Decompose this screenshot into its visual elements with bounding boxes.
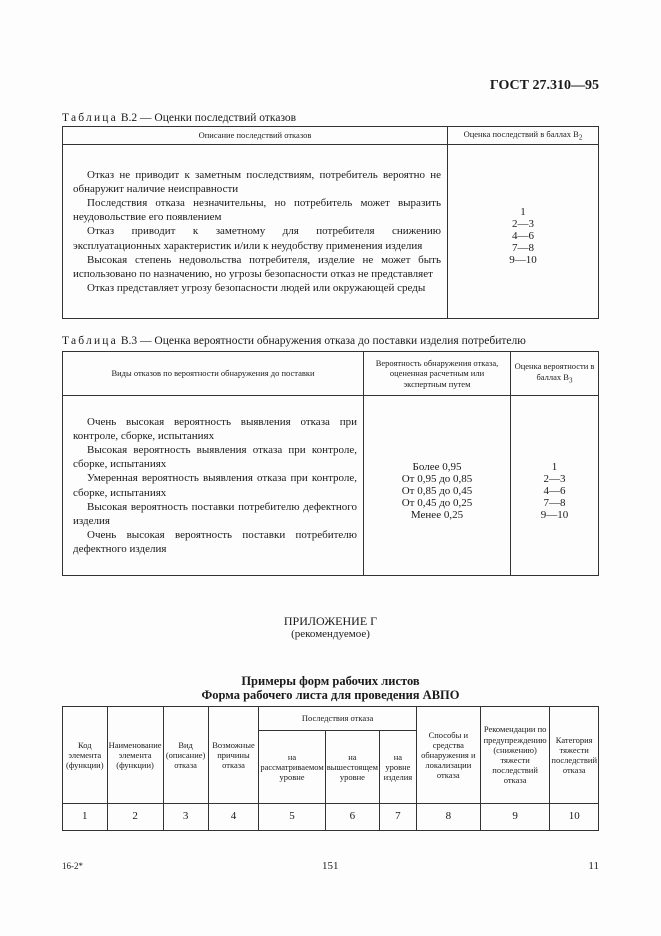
table-cell: 7 [380, 804, 417, 831]
worksheet-title-2: Форма рабочего листа для проведения АВПО [201, 688, 460, 702]
table-b2 [62, 126, 599, 319]
table-b3-caption-prefix: Таблица [62, 335, 118, 347]
ws-header-consequences: Последствия отказа [259, 707, 416, 731]
table-cell: 3 [163, 804, 208, 831]
table-cell: 7—8 [543, 496, 566, 509]
table-cell: 10 [550, 804, 599, 831]
table-b3-probabilities [364, 396, 511, 576]
ws-header-level-upper: на вышестоящем уровне [325, 731, 379, 804]
ws-header-name: Наименование элемента (функции) [107, 707, 163, 804]
table-b3-values [511, 396, 599, 576]
table-cell: 1 [63, 804, 108, 831]
table-row: Высокая степень недовольства потребителя, изделие не может быть использовано по назначению, но угрозы безопасности отказ не представляет [73, 253, 441, 280]
table-cell: Менее 0,25 [410, 508, 464, 521]
table-b2-header-score-sub: 2 [578, 133, 583, 142]
table-row: Отказ не приводит к заметным последствиям, потребитель вероятно не обнаружит наличие неисправности [73, 169, 441, 196]
table-b2-caption-prefix: Таблица [62, 112, 118, 124]
table-cell: 9—10 [540, 508, 569, 521]
table-row: Отказ приводит к заметному для потребителя снижению эксплуатационных характеристик и/или к неудобству применения изделия [73, 225, 441, 252]
table-cell: 4—6 [543, 484, 566, 497]
table-b3-header-score-sub: 3 [568, 376, 573, 385]
table-row: Отказ представляет угрозу безопасности людей или окружающей среды [87, 281, 426, 294]
table-cell: 4 [208, 804, 259, 831]
document-id: ГОСТ 27.310—95 [489, 78, 599, 93]
table-b2-header-score-text: Оценка последствий в баллах B [463, 128, 579, 139]
table-cell: От 0,95 до 0,85 [401, 472, 473, 485]
ws-header-type: Вид (описание) отказа [163, 707, 208, 804]
table-cell: 6 [325, 804, 379, 831]
table-cell: 2—3 [512, 217, 534, 230]
worksheet-table [62, 706, 599, 831]
footer-sheet-number: 11 [588, 860, 599, 872]
table-b3-header-score [511, 352, 599, 396]
table-cell: 5 [259, 804, 325, 831]
ws-header-causes: Возможные причины отказа [208, 707, 259, 804]
table-row: Высокая вероятность выявления отказа при контроле, сборке, испытаниях [73, 444, 357, 471]
table-cell: Более 0,95 [412, 460, 462, 473]
table-cell: 1 [551, 460, 558, 473]
table-b2-header-score [448, 127, 599, 145]
worksheet-title-1: Примеры форм рабочих листов [241, 674, 420, 688]
table-cell: 2 [107, 804, 163, 831]
table-b3-caption-text: В.3 — Оценка вероятности обнаружения отказа до поставки изделия потребителю [117, 335, 526, 347]
table-cell: От 0,45 до 0,25 [401, 496, 473, 509]
ws-header-detection: Способы и средства обнаружения и локализации отказа [416, 707, 480, 804]
footer-page-number: 151 [322, 860, 339, 872]
table-row: Очень высокая вероятность поставки потребителю дефектного изделия [73, 528, 357, 555]
footer-sheet-mark: 16-2* [62, 861, 83, 871]
table-b3-header-kind: Виды отказов по вероятности обнаружения до поставки [63, 352, 364, 396]
appendix-subtitle: (рекомендуемое) [291, 628, 370, 640]
table-cell: 7—8 [512, 241, 534, 254]
table-row: Последствия отказа незначительны, но потребитель может выразить неудовольствие его появлением [73, 197, 441, 224]
table-b3-header-score-text: Оценка вероятности в баллах B [514, 361, 595, 383]
table-cell: 1 [520, 205, 526, 218]
table-cell: 2—3 [543, 472, 566, 485]
table-cell: 9 [480, 804, 550, 831]
table-row: Умеренная вероятность выявления отказа при контроле, сборке, испытаниях [73, 472, 357, 499]
ws-header-level-product: на уровне изделия [380, 731, 417, 804]
table-cell: 4—6 [512, 229, 534, 242]
table-b2-header-description: Описание последствий отказов [63, 127, 448, 145]
appendix-title: ПРИЛОЖЕНИЕ Г [283, 614, 378, 628]
ws-header-level-current: на рассматриваемом уровне [259, 731, 325, 804]
table-b2-caption [62, 112, 296, 124]
table-row: Высокая вероятность поставки потребителю дефектного изделия [73, 500, 357, 527]
table-b2-values [448, 145, 599, 319]
table-b3 [62, 351, 599, 576]
table-b3-kinds [63, 396, 364, 576]
ws-header-code: Код элемента (функции) [63, 707, 108, 804]
table-b2-caption-text: В.2 — Оценки последствий отказов [117, 112, 297, 124]
table-cell: 9—10 [509, 253, 537, 266]
table-row: Очень высокая вероятность выявления отказа при контроле, сборке, испытаниях [73, 416, 357, 443]
ws-header-recommendations: Рекомендации по предупреждению (снижению) тяжести последствий отказа [480, 707, 550, 804]
table-b3-header-probability: Вероятность обнаружения отказа, оцененная расчетным или экспертным путем [364, 352, 511, 396]
ws-header-severity: Категория тяжести последствий отказа [550, 707, 599, 804]
table-cell: 8 [416, 804, 480, 831]
table-b3-caption [62, 335, 526, 347]
table-cell: От 0,85 до 0,45 [401, 484, 473, 497]
table-b2-descriptions [63, 145, 448, 319]
